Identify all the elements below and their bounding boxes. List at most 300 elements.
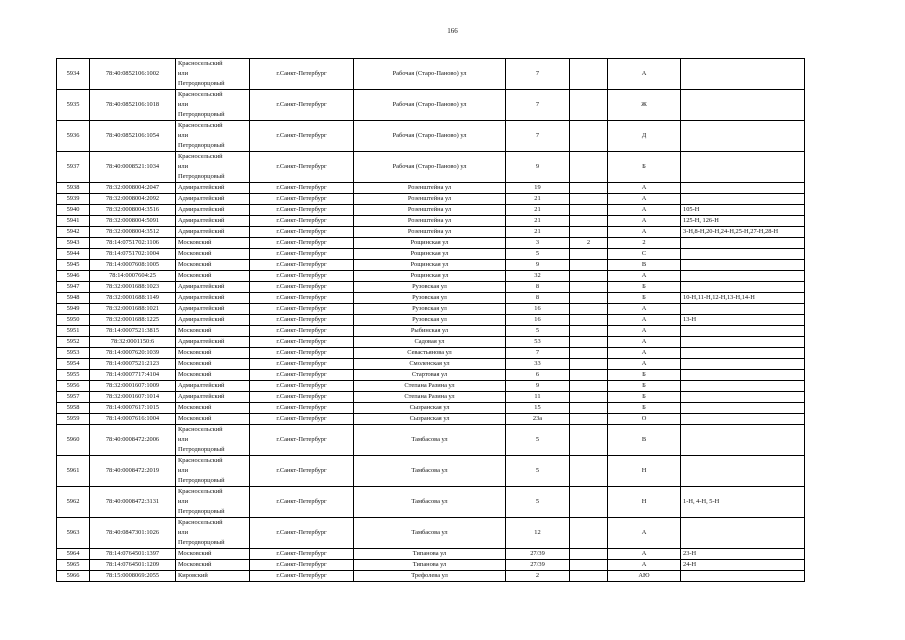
cell-district: Адмиралтейский — [176, 337, 250, 348]
cell-city: г.Санкт-Петербург — [250, 392, 354, 403]
cell-house: 3 — [506, 238, 570, 249]
cell-cadastral: 78:40:0008472:2006 — [90, 425, 176, 456]
cell-num: 5958 — [57, 403, 90, 414]
cell-street: Рыбинская ул — [354, 326, 506, 337]
cell-liter: В — [608, 425, 681, 456]
cell-district: Адмиралтейский — [176, 183, 250, 194]
cell-num: 5962 — [57, 487, 90, 518]
cell-cadastral: 78:40:0008472:2019 — [90, 456, 176, 487]
cell-corpus — [570, 381, 608, 392]
cell-num: 5947 — [57, 282, 90, 293]
cell-city: г.Санкт-Петербург — [250, 571, 354, 582]
table-row — [57, 326, 805, 337]
table-row — [57, 238, 805, 249]
cell-house: 9 — [506, 260, 570, 271]
cell-cadastral: 78:14:0007521:3815 — [90, 326, 176, 337]
cell-rooms — [681, 348, 805, 359]
cell-house: 12 — [506, 518, 570, 549]
table-row — [57, 90, 805, 121]
table-row — [57, 59, 805, 90]
cell-house: 7 — [506, 121, 570, 152]
cell-city: г.Санкт-Петербург — [250, 238, 354, 249]
cell-num: 5955 — [57, 370, 90, 381]
cell-num: 5960 — [57, 425, 90, 456]
cell-street: Рабочая (Старо-Паново) ул — [354, 152, 506, 183]
cell-district: Адмиралтейский — [176, 392, 250, 403]
cell-corpus — [570, 392, 608, 403]
cell-district: Адмиралтейский — [176, 381, 250, 392]
cell-rooms — [681, 90, 805, 121]
cell-district — [176, 487, 250, 518]
district-line: Петродворцовый — [178, 111, 225, 118]
district-line: Петродворцовый — [178, 80, 225, 87]
cell-liter: Б — [608, 381, 681, 392]
cell-street: Рабочая (Старо-Паново) ул — [354, 90, 506, 121]
table-body — [57, 59, 805, 582]
cell-street: Тамбасова ул — [354, 487, 506, 518]
table-row — [57, 392, 805, 403]
district-line: Красносельский — [178, 426, 223, 433]
cell-street: Розенштейна ул — [354, 205, 506, 216]
cell-cadastral: 78:40:0847301:1026 — [90, 518, 176, 549]
cell-city: г.Санкт-Петербург — [250, 381, 354, 392]
cell-house: 27/39 — [506, 560, 570, 571]
cell-street: Розенштейна ул — [354, 227, 506, 238]
cell-corpus — [570, 216, 608, 227]
cell-house: 21 — [506, 216, 570, 227]
cell-street: Типанова ул — [354, 549, 506, 560]
table-row — [57, 260, 805, 271]
cell-street: Степана Разина ул — [354, 392, 506, 403]
cell-district: Московский — [176, 238, 250, 249]
cell-district — [176, 90, 250, 121]
cell-num: 5949 — [57, 304, 90, 315]
cell-district: Адмиралтейский — [176, 304, 250, 315]
cell-liter: Б — [608, 282, 681, 293]
cell-corpus — [570, 90, 608, 121]
cell-rooms — [681, 456, 805, 487]
cell-num: 5954 — [57, 359, 90, 370]
cell-house: 32 — [506, 271, 570, 282]
cell-cadastral: 78:40:0008521:1034 — [90, 152, 176, 183]
cell-corpus — [570, 59, 608, 90]
cell-street: Розенштейна ул — [354, 183, 506, 194]
cell-house: 23а — [506, 414, 570, 425]
cell-rooms — [681, 571, 805, 582]
cell-district: Московский — [176, 348, 250, 359]
cell-cadastral: 78:14:0007717:4104 — [90, 370, 176, 381]
cell-corpus — [570, 194, 608, 205]
cell-rooms — [681, 282, 805, 293]
cell-city: г.Санкт-Петербург — [250, 414, 354, 425]
table-row — [57, 571, 805, 582]
cell-rooms — [681, 238, 805, 249]
cell-house: 9 — [506, 152, 570, 183]
cell-liter: А — [608, 549, 681, 560]
cell-corpus — [570, 518, 608, 549]
cell-cadastral: 78:32:0008004:2047 — [90, 183, 176, 194]
cell-rooms: 125-Н, 126-Н — [681, 216, 805, 227]
cell-corpus — [570, 560, 608, 571]
cell-district: Московский — [176, 249, 250, 260]
cell-liter: Н — [608, 456, 681, 487]
cell-street: Рузовская ул — [354, 293, 506, 304]
cell-city: г.Санкт-Петербург — [250, 260, 354, 271]
cell-rooms: 23-Н — [681, 549, 805, 560]
table-row — [57, 456, 805, 487]
cell-rooms — [681, 425, 805, 456]
cell-house: 5 — [506, 456, 570, 487]
cell-liter: Д — [608, 121, 681, 152]
cell-street: Типанова ул — [354, 560, 506, 571]
cell-cadastral: 78:14:0007620:1039 — [90, 348, 176, 359]
cell-district: Московский — [176, 260, 250, 271]
cell-district — [176, 121, 250, 152]
cell-corpus — [570, 315, 608, 326]
cell-city: г.Санкт-Петербург — [250, 293, 354, 304]
cell-cadastral: 78:14:0007608:1005 — [90, 260, 176, 271]
cell-city: г.Санкт-Петербург — [250, 549, 354, 560]
cell-liter: А — [608, 326, 681, 337]
cell-num: 5937 — [57, 152, 90, 183]
cell-house: 21 — [506, 227, 570, 238]
district-line: Красносельский — [178, 153, 223, 160]
cell-liter: А — [608, 205, 681, 216]
cell-cadastral: 78:32:0001688:1023 — [90, 282, 176, 293]
cell-city: г.Санкт-Петербург — [250, 560, 354, 571]
cell-district — [176, 518, 250, 549]
cell-city: г.Санкт-Петербург — [250, 326, 354, 337]
cell-house: 33 — [506, 359, 570, 370]
cell-liter: А — [608, 518, 681, 549]
table-row — [57, 403, 805, 414]
cell-corpus — [570, 487, 608, 518]
cell-district — [176, 456, 250, 487]
cell-city: г.Санкт-Петербург — [250, 370, 354, 381]
cell-house: 11 — [506, 392, 570, 403]
cell-house: 8 — [506, 293, 570, 304]
cell-rooms: 1-Н, 4-Н, 5-Н — [681, 487, 805, 518]
cell-cadastral: 78:14:0764501:1397 — [90, 549, 176, 560]
cell-rooms — [681, 260, 805, 271]
cell-city: г.Санкт-Петербург — [250, 304, 354, 315]
cell-corpus — [570, 337, 608, 348]
cell-district — [176, 59, 250, 90]
table-row — [57, 370, 805, 381]
cell-house: 16 — [506, 304, 570, 315]
table-row — [57, 518, 805, 549]
cell-street: Рощинская ул — [354, 260, 506, 271]
cell-house: 21 — [506, 194, 570, 205]
cell-district: Московский — [176, 271, 250, 282]
table-row — [57, 194, 805, 205]
cell-district: Адмиралтейский — [176, 205, 250, 216]
cell-num: 5952 — [57, 337, 90, 348]
cell-rooms — [681, 414, 805, 425]
cell-corpus — [570, 282, 608, 293]
cell-liter: А — [608, 194, 681, 205]
district-line: или — [178, 529, 189, 536]
cell-num: 5966 — [57, 571, 90, 582]
cell-cadastral: 78:32:0008004:2092 — [90, 194, 176, 205]
district-line: или — [178, 498, 189, 505]
cell-num: 5943 — [57, 238, 90, 249]
cell-liter: А — [608, 271, 681, 282]
cell-liter: А — [608, 337, 681, 348]
cell-num: 5940 — [57, 205, 90, 216]
cell-corpus — [570, 152, 608, 183]
cell-street: Рузовская ул — [354, 315, 506, 326]
cell-city: г.Санкт-Петербург — [250, 337, 354, 348]
cell-city: г.Санкт-Петербург — [250, 152, 354, 183]
cell-rooms — [681, 370, 805, 381]
district-line: Петродворцовый — [178, 477, 225, 484]
cell-district: Московский — [176, 359, 250, 370]
cell-house: 19 — [506, 183, 570, 194]
district-line: Красносельский — [178, 519, 223, 526]
table-row — [57, 381, 805, 392]
table-row — [57, 560, 805, 571]
cell-liter: С — [608, 249, 681, 260]
cell-liter: А — [608, 348, 681, 359]
cell-city: г.Санкт-Петербург — [250, 271, 354, 282]
district-line: Петродворцовый — [178, 142, 225, 149]
cell-street: Рощинская ул — [354, 271, 506, 282]
table-row — [57, 359, 805, 370]
cell-liter: О — [608, 414, 681, 425]
cell-district: Московский — [176, 560, 250, 571]
cell-house: 21 — [506, 205, 570, 216]
cell-street: Рабочая (Старо-Паново) ул — [354, 121, 506, 152]
cell-rooms: 3-Н,8-Н,20-Н,24-Н,25-Н,27-Н,28-Н — [681, 227, 805, 238]
cell-cadastral: 78:40:0008472:3131 — [90, 487, 176, 518]
district-line: Красносельский — [178, 488, 223, 495]
cell-cadastral: 78:32:0001688:1225 — [90, 315, 176, 326]
cell-house: 5 — [506, 249, 570, 260]
table-row — [57, 549, 805, 560]
cell-house: 7 — [506, 348, 570, 359]
cell-rooms — [681, 403, 805, 414]
table-row — [57, 425, 805, 456]
cell-liter: Б — [608, 403, 681, 414]
cell-district: Московский — [176, 549, 250, 560]
cell-cadastral: 78:32:0008004:5091 — [90, 216, 176, 227]
cell-num: 5957 — [57, 392, 90, 403]
district-line: или — [178, 436, 189, 443]
cell-cadastral: 78:32:0001607:1014 — [90, 392, 176, 403]
cell-rooms — [681, 392, 805, 403]
cell-house: 16 — [506, 315, 570, 326]
cell-city: г.Санкт-Петербург — [250, 359, 354, 370]
cell-corpus — [570, 403, 608, 414]
cell-street: Тамбасова ул — [354, 425, 506, 456]
cell-house: 7 — [506, 90, 570, 121]
cell-corpus — [570, 359, 608, 370]
table-row — [57, 271, 805, 282]
cell-corpus — [570, 260, 608, 271]
cell-house: 7 — [506, 59, 570, 90]
cell-corpus — [570, 183, 608, 194]
cell-liter: Б — [608, 293, 681, 304]
cell-rooms: 13-Н — [681, 315, 805, 326]
table-row — [57, 216, 805, 227]
cell-street: Степана Разина ул — [354, 381, 506, 392]
cell-cadastral: 78:14:0751702:1106 — [90, 238, 176, 249]
cell-district: Адмиралтейский — [176, 315, 250, 326]
cell-corpus — [570, 121, 608, 152]
cell-street: Рузовская ул — [354, 282, 506, 293]
table-row — [57, 315, 805, 326]
cell-liter: А — [608, 216, 681, 227]
cell-cadastral: 78:32:0001688:1021 — [90, 304, 176, 315]
cell-house: 2 — [506, 571, 570, 582]
cell-district: Адмиралтейский — [176, 194, 250, 205]
cell-street: Рузовская ул — [354, 304, 506, 315]
cell-corpus — [570, 571, 608, 582]
district-line: Петродворцовый — [178, 173, 225, 180]
cell-num: 5938 — [57, 183, 90, 194]
cell-street: Розенштейна ул — [354, 194, 506, 205]
cell-cadastral: 78:14:0007617:1015 — [90, 403, 176, 414]
cell-city: г.Санкт-Петербург — [250, 205, 354, 216]
cell-house: 9 — [506, 381, 570, 392]
cell-num: 5959 — [57, 414, 90, 425]
cell-liter: Ж — [608, 90, 681, 121]
cell-liter: Б — [608, 370, 681, 381]
district-line: Петродворцовый — [178, 539, 225, 546]
cell-cadastral: 78:32:0008004:3512 — [90, 227, 176, 238]
cell-num: 5961 — [57, 456, 90, 487]
cell-liter: Б — [608, 152, 681, 183]
cell-district: Адмиралтейский — [176, 293, 250, 304]
cell-liter: Б — [608, 392, 681, 403]
cell-corpus: 2 — [570, 238, 608, 249]
cell-district: Адмиралтейский — [176, 282, 250, 293]
cell-cadastral: 78:14:0007521:2123 — [90, 359, 176, 370]
cell-num: 5941 — [57, 216, 90, 227]
table-row — [57, 337, 805, 348]
cell-city: г.Санкт-Петербург — [250, 487, 354, 518]
cell-rooms — [681, 249, 805, 260]
cell-district: Московский — [176, 370, 250, 381]
cell-cadastral: 78:14:0007604:25 — [90, 271, 176, 282]
table-row — [57, 293, 805, 304]
cell-street: Смоленская ул — [354, 359, 506, 370]
cell-num: 5956 — [57, 381, 90, 392]
cell-cadastral: 78:32:0008004:3516 — [90, 205, 176, 216]
cell-rooms — [681, 518, 805, 549]
cell-cadastral: 78:40:0852106:1018 — [90, 90, 176, 121]
cell-house: 5 — [506, 487, 570, 518]
cell-city: г.Санкт-Петербург — [250, 518, 354, 549]
cell-city: г.Санкт-Петербург — [250, 216, 354, 227]
cell-liter: Н — [608, 487, 681, 518]
cell-num: 5936 — [57, 121, 90, 152]
district-line: или — [178, 70, 189, 77]
cell-street: Рабочая (Старо-Паново) ул — [354, 59, 506, 90]
cell-district — [176, 152, 250, 183]
cell-liter: А — [608, 59, 681, 90]
table-row — [57, 227, 805, 238]
cell-rooms — [681, 326, 805, 337]
cell-city: г.Санкт-Петербург — [250, 425, 354, 456]
cell-liter: А — [608, 304, 681, 315]
cell-corpus — [570, 425, 608, 456]
cell-cadastral: 78:32:0001150:6 — [90, 337, 176, 348]
cell-corpus — [570, 414, 608, 425]
cell-num: 5953 — [57, 348, 90, 359]
district-line: Петродворцовый — [178, 446, 225, 453]
cell-city: г.Санкт-Петербург — [250, 348, 354, 359]
cell-rooms — [681, 121, 805, 152]
cell-num: 5945 — [57, 260, 90, 271]
cell-street: Садовая ул — [354, 337, 506, 348]
district-line: Красносельский — [178, 122, 223, 129]
cell-district: Адмиралтейский — [176, 227, 250, 238]
table-row — [57, 183, 805, 194]
cell-district — [176, 425, 250, 456]
cell-city: г.Санкт-Петербург — [250, 59, 354, 90]
cell-liter: А — [608, 315, 681, 326]
cell-street: Тамбасова ул — [354, 518, 506, 549]
cell-rooms: 10-Н,11-Н,12-Н,13-Н,14-Н — [681, 293, 805, 304]
cell-num: 5965 — [57, 560, 90, 571]
property-table — [56, 58, 805, 582]
cell-corpus — [570, 370, 608, 381]
table-row — [57, 487, 805, 518]
cell-cadastral: 78:40:0852106:1002 — [90, 59, 176, 90]
cell-street: Розенштейна ул — [354, 216, 506, 227]
cell-num: 5946 — [57, 271, 90, 282]
table-row — [57, 121, 805, 152]
cell-rooms — [681, 304, 805, 315]
table-row — [57, 414, 805, 425]
cell-cadastral: 78:14:0751702:1004 — [90, 249, 176, 260]
cell-num: 5951 — [57, 326, 90, 337]
cell-city: г.Санкт-Петербург — [250, 403, 354, 414]
table-row — [57, 205, 805, 216]
cell-num: 5939 — [57, 194, 90, 205]
cell-city: г.Санкт-Петербург — [250, 90, 354, 121]
cell-num: 5934 — [57, 59, 90, 90]
cell-city: г.Санкт-Петербург — [250, 456, 354, 487]
cell-corpus — [570, 227, 608, 238]
table-row — [57, 152, 805, 183]
table-row — [57, 348, 805, 359]
cell-city: г.Санкт-Петербург — [250, 183, 354, 194]
cell-street: Тамбасова ул — [354, 456, 506, 487]
cell-city: г.Санкт-Петербург — [250, 282, 354, 293]
district-line: Красносельский — [178, 457, 223, 464]
cell-corpus — [570, 326, 608, 337]
cell-liter: В — [608, 260, 681, 271]
cell-district: Московский — [176, 403, 250, 414]
cell-num: 5948 — [57, 293, 90, 304]
district-line: Петродворцовый — [178, 508, 225, 515]
cell-corpus — [570, 205, 608, 216]
cell-house: 27/39 — [506, 549, 570, 560]
cell-city: г.Санкт-Петербург — [250, 249, 354, 260]
cell-street: Рощинская ул — [354, 249, 506, 260]
cell-num: 5944 — [57, 249, 90, 260]
table-row — [57, 304, 805, 315]
cell-house: 5 — [506, 425, 570, 456]
cell-city: г.Санкт-Петербург — [250, 315, 354, 326]
cell-street: Стартовая ул — [354, 370, 506, 381]
cell-liter: А — [608, 227, 681, 238]
district-line: или — [178, 467, 189, 474]
cell-cadastral: 78:32:0001688:1149 — [90, 293, 176, 304]
